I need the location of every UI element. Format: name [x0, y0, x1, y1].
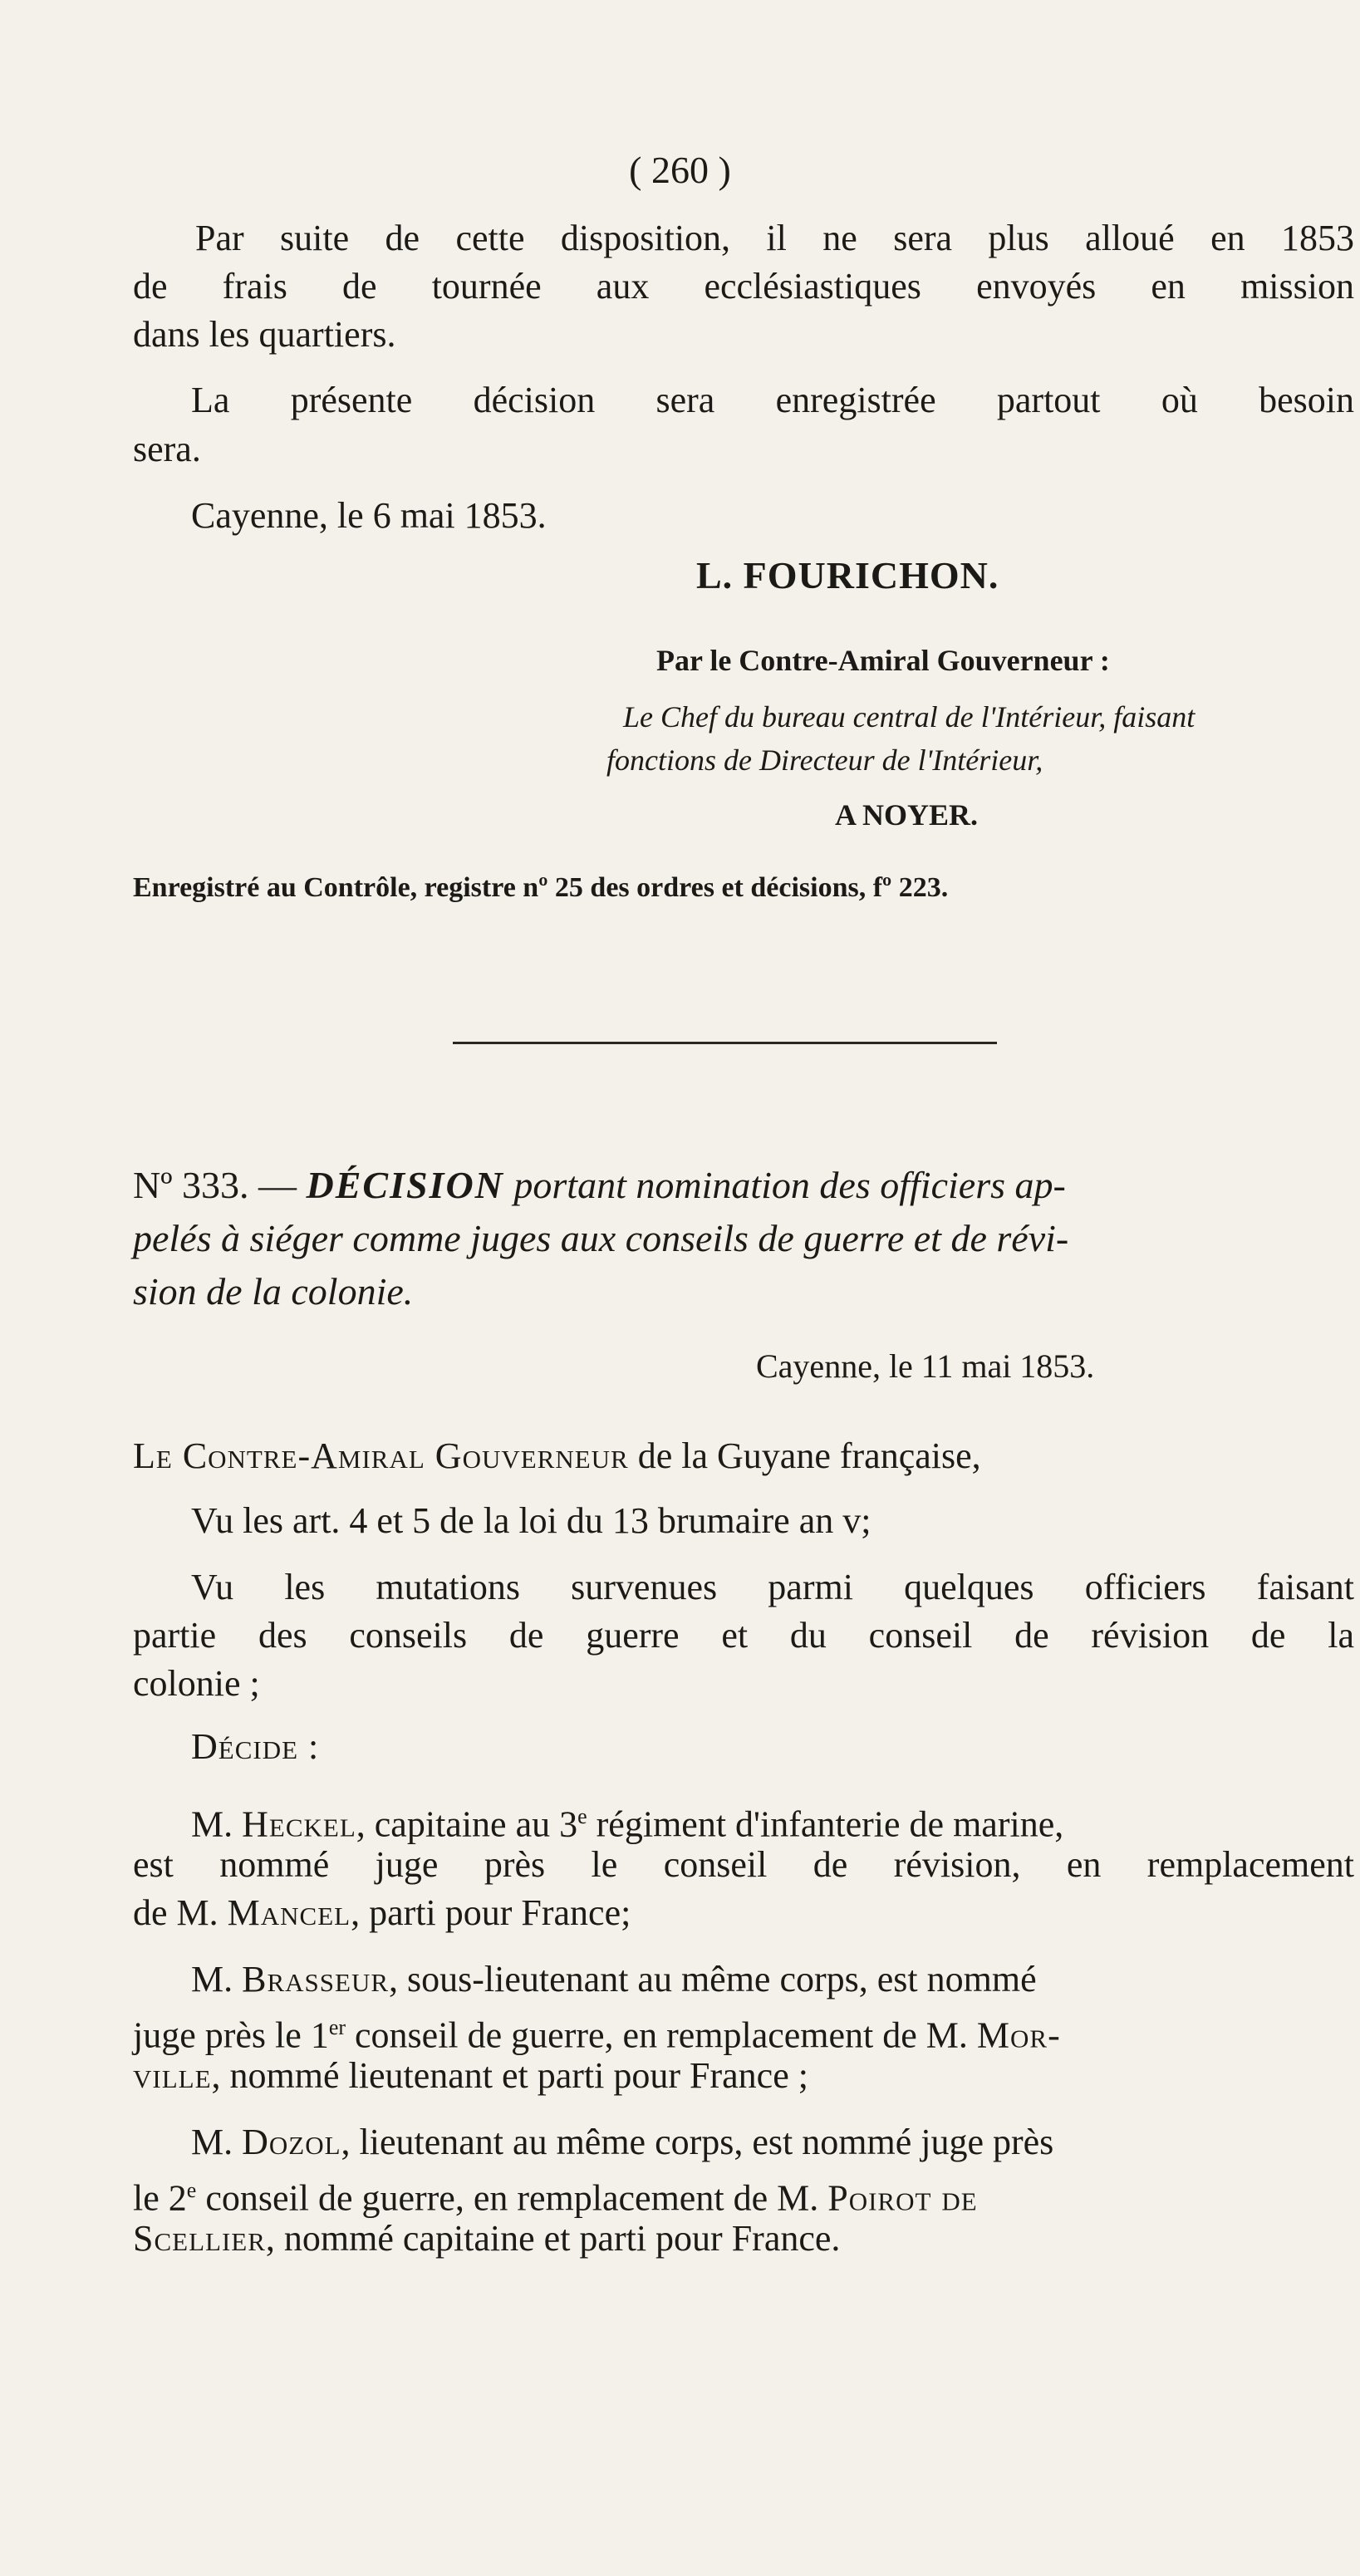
article3-line1 — [191, 2120, 1053, 2165]
dateline-1: Cayenne, le 6 mai 1853. — [191, 495, 547, 536]
article1-l3-text: , parti pour France; — [351, 1892, 631, 1933]
decision-heading-line1 — [133, 1163, 1354, 1208]
article3-line3 — [133, 2216, 840, 2261]
signature-noyer: A NOYER. — [835, 798, 979, 832]
article2-m: M. — [191, 1959, 233, 1999]
article3-replaced-name-a: Poirot de — [827, 2177, 978, 2219]
article3-replaced-name-b: Scellier — [133, 2218, 266, 2259]
issuer-title: Le Contre-Amiral Gouverneur — [133, 1435, 629, 1476]
article3-l2-text-b: conseil de guerre, en remplacement de M. — [196, 2177, 819, 2219]
article1-replaced-name: Mancel — [227, 1892, 351, 1933]
vu-2-line2: partie des conseils de guerre et du conseil de révision de la — [133, 1615, 1354, 1656]
article1-m: M. — [191, 1803, 233, 1845]
para2-line2: sera. — [133, 429, 201, 469]
article2-line1 — [191, 1957, 1037, 2002]
decide-heading: Décide : — [191, 1726, 320, 1767]
article2-l2-text-a: juge près le 1 — [133, 2014, 329, 2056]
chef-line1: Le Chef du bureau central de l'Intérieur, faisant — [623, 700, 1196, 734]
article2-line2 — [133, 2005, 1061, 2058]
dateline-2: Cayenne, le 11 mai 1853. — [756, 1347, 1095, 1385]
page-number: ( 260 ) — [629, 149, 731, 191]
article1-name: Heckel — [242, 1803, 356, 1845]
article2-text-a: , sous-lieutenant au même corps, est nommé — [389, 1959, 1037, 1999]
issuer-rest: de la Guyane française, — [637, 1435, 981, 1476]
signature-fourichon: L. FOURICHON. — [696, 554, 999, 596]
article3-l3-text: , nommé capitaine et parti pour France. — [265, 2218, 841, 2259]
article1-sup: e — [577, 1804, 587, 1828]
article2-sup: er — [328, 2015, 346, 2039]
article3-m: M. — [191, 2122, 233, 2162]
article1-line2: est nommé juge près le conseil de révision, en remplacement — [133, 1844, 1354, 1885]
article2-l2-text-b: conseil de guerre, en remplacement de M. — [346, 2014, 968, 2056]
decision-word: DÉCISION — [306, 1164, 504, 1206]
chef-line2: fonctions de Directeur de l'Intérieur, — [606, 743, 1043, 777]
article2-line3 — [133, 2053, 808, 2098]
article1-l3-m: de M. — [133, 1892, 218, 1933]
decision-title-part1: portant nomination des officiers ap- — [513, 1164, 1066, 1206]
article1-text-b: régiment d'infanterie de marine, — [587, 1803, 1064, 1845]
vu-2-line3: colonie ; — [133, 1663, 260, 1704]
article3-sup: e — [186, 2178, 197, 2202]
by-governor: Par le Contre-Amiral Gouverneur : — [656, 644, 1110, 677]
registration-note: Enregistré au Contrôle, registre nº 25 des ordres et décisions, fº 223. — [133, 872, 949, 903]
decision-number: Nº 333. — — [133, 1164, 297, 1206]
decision-heading-line3: sion de la colonie. — [133, 1270, 414, 1313]
para2-line1: La présente décision sera enregistrée partout où besoin — [191, 380, 1354, 420]
para1-line3: dans les quartiers. — [133, 314, 396, 355]
article3-name: Dozol — [242, 2122, 341, 2162]
intro-line — [133, 1434, 981, 1479]
article1-text-a: , capitaine au 3 — [356, 1803, 578, 1845]
article1-line3 — [133, 1891, 631, 1936]
article3-line2 — [133, 2168, 978, 2221]
vu-1: Vu les art. 4 et 5 de la loi du 13 brumaire an v; — [191, 1500, 871, 1541]
para1-line1: Par suite de cette disposition, il ne sera plus alloué en 1853 — [195, 218, 1354, 258]
decision-heading-line2: pelés à siéger comme juges aux conseils de guerre et de révi- — [133, 1217, 1069, 1259]
section-divider — [453, 1042, 997, 1044]
vu-2-line1: Vu les mutations survenues parmi quelques officiers faisant — [191, 1567, 1354, 1607]
article2-l3-text: , nommé lieutenant et parti pour France ; — [211, 2055, 808, 2096]
article3-l2-text-a: le 2 — [133, 2177, 187, 2219]
article1-line1 — [191, 1794, 1063, 1847]
article2-replaced-name-a: Mor- — [976, 2014, 1061, 2056]
article3-text-a: , lieutenant au même corps, est nommé juge près — [341, 2122, 1054, 2162]
article2-name: Brasseur — [242, 1959, 390, 1999]
article2-replaced-name-b: ville — [133, 2055, 212, 2096]
para1-line2: de frais de tournée aux ecclésiastiques envoyés en mission — [133, 266, 1354, 307]
